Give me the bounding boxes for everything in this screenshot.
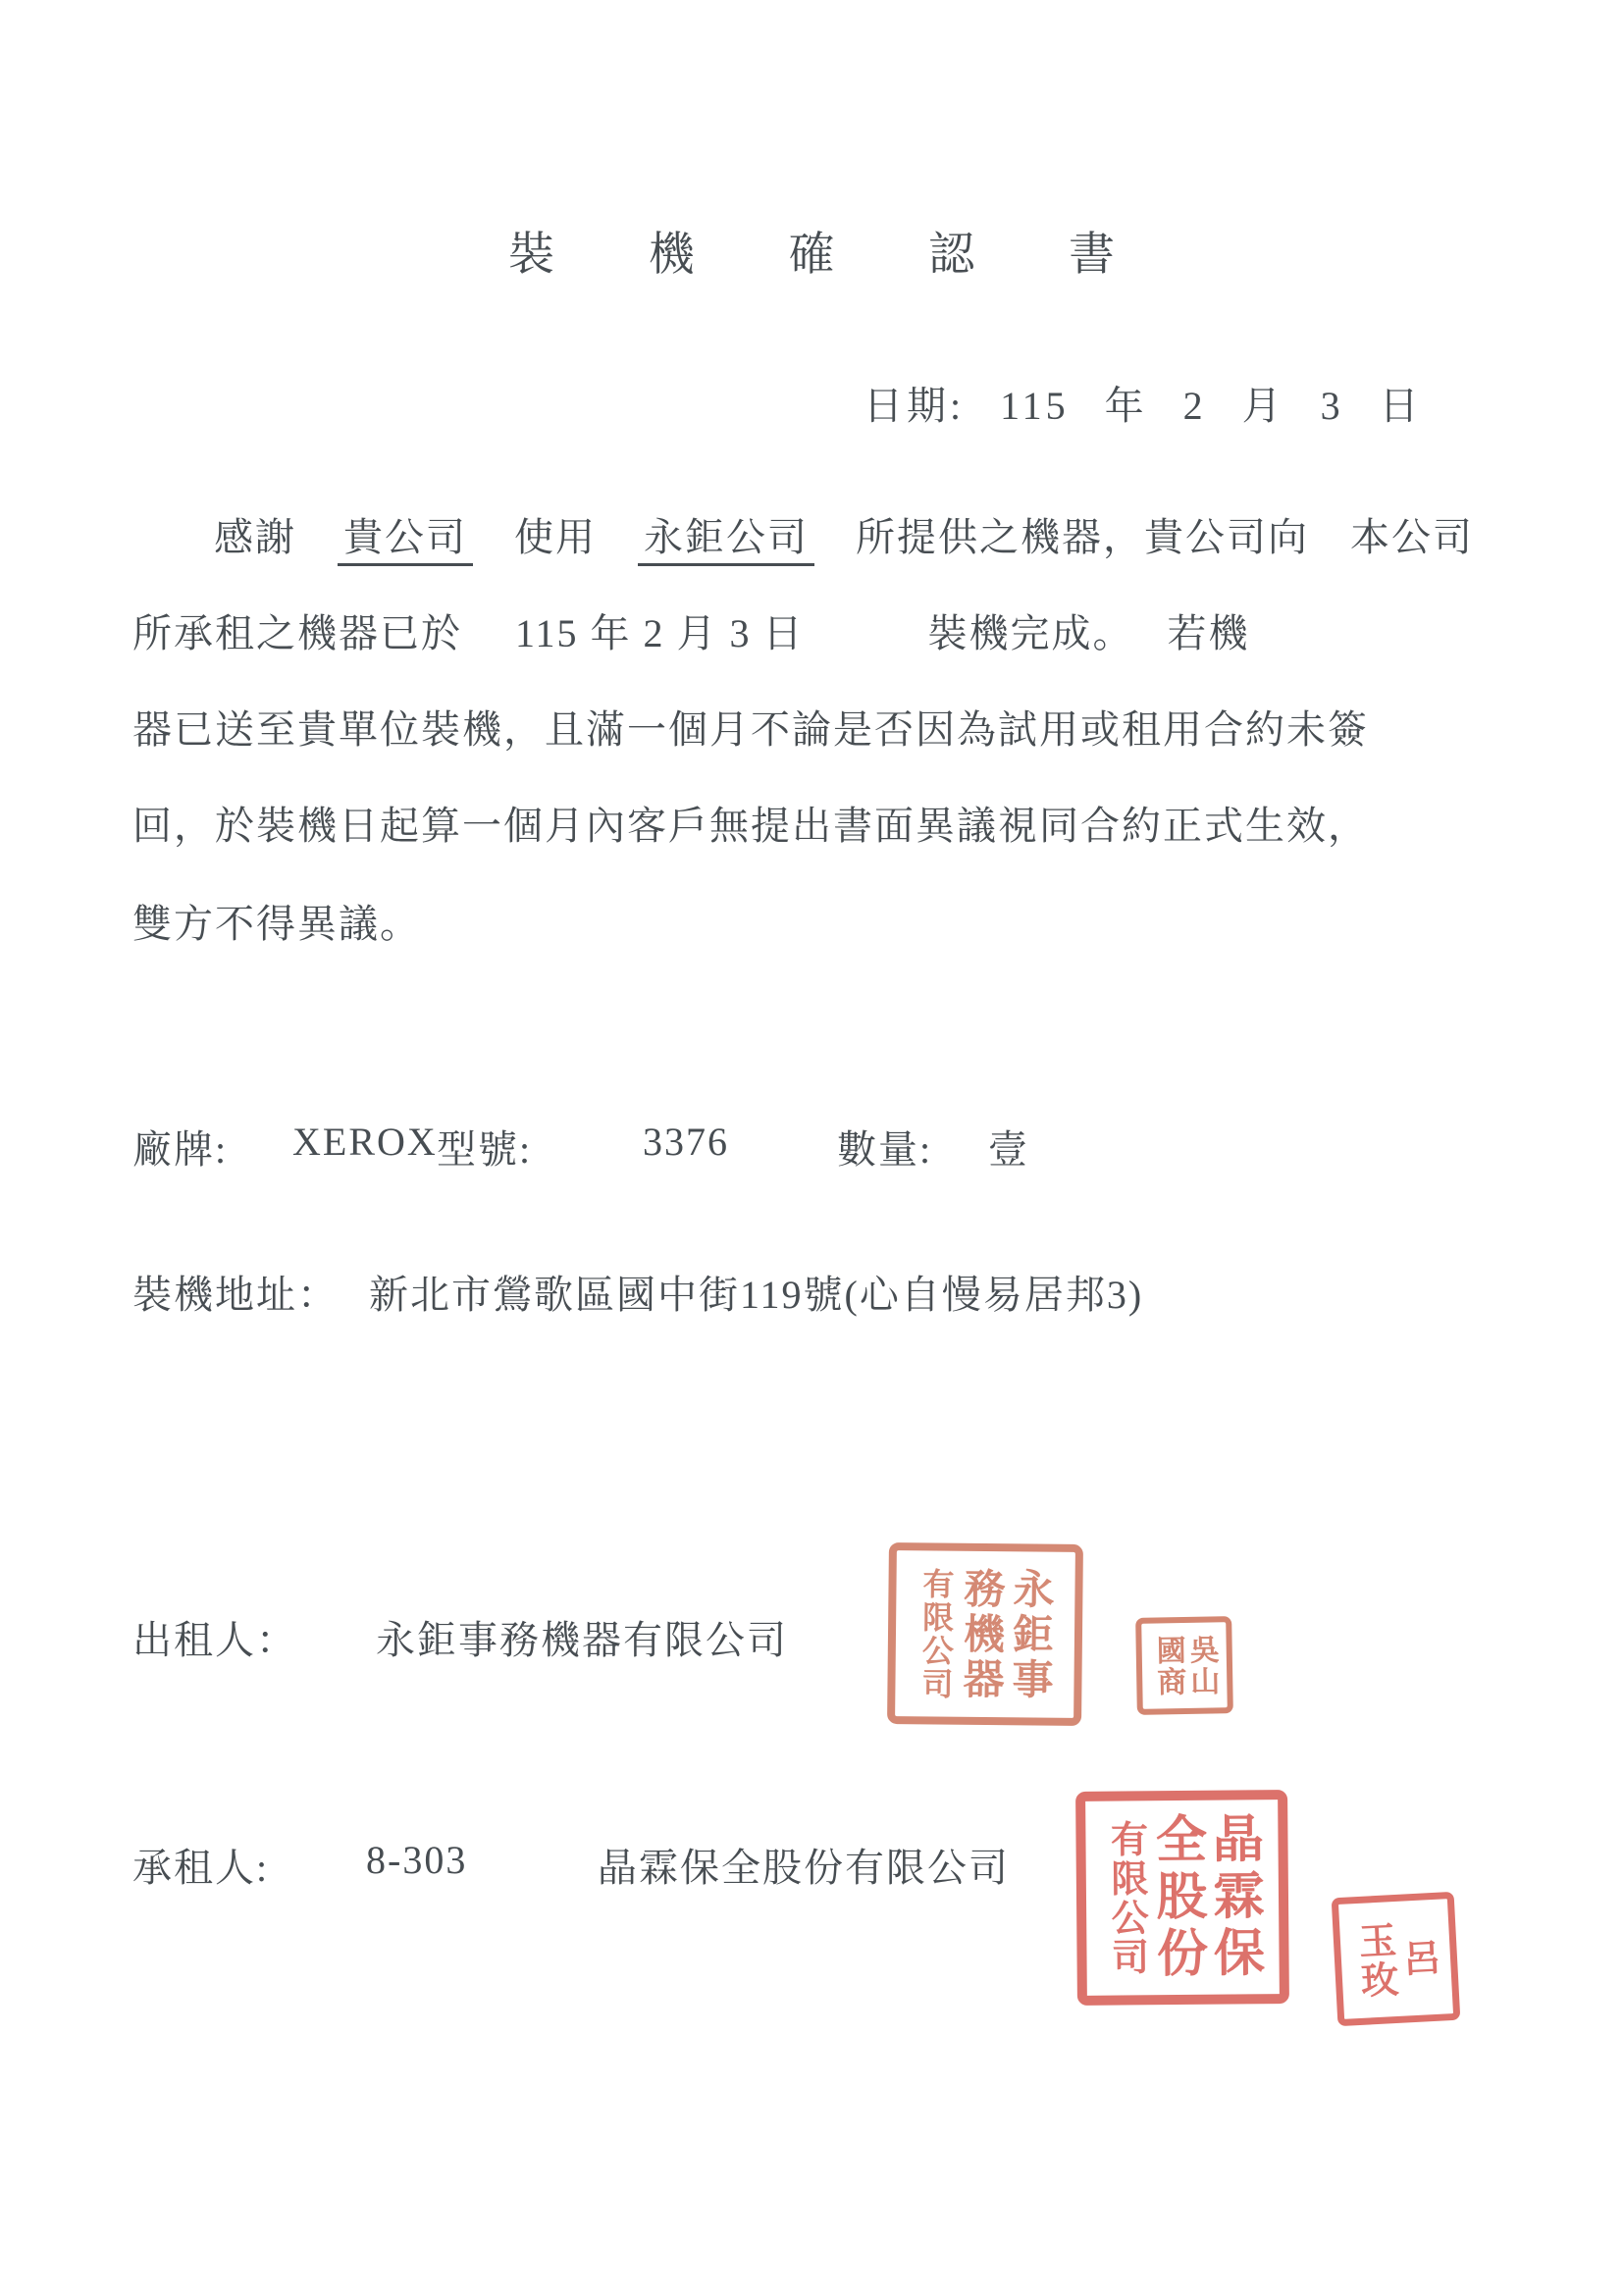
lessor-label: 出租人： [132, 1618, 297, 1662]
lessee-personal-seal-stamp [1332, 1892, 1461, 2026]
seal-column: 務機器 [957, 1566, 1004, 1702]
text-thanks: 感謝 [214, 515, 296, 559]
machine-info-row [132, 1119, 1310, 1177]
seal-column: 吳山 [1184, 1633, 1219, 1697]
model-label: 型號: [437, 1127, 533, 1172]
lessee-label: 承租人: [132, 1846, 270, 1890]
lessor-name: 永鉅事務機器有限公司 [376, 1618, 788, 1662]
paragraph-line-3: 器已送至貴單位裝機，且滿一個月不論是否因為試用或租用合約未簽 [132, 707, 1369, 752]
seal-column: 國商 [1151, 1634, 1185, 1698]
install-address-row [132, 1264, 1408, 1323]
paragraph-line-2: 所承租之機器已於 115 年 2 月 3 日 裝機完成。 若機 [132, 611, 1250, 655]
date-line: 日期: 115 年 2 月 3 日 [864, 384, 1423, 428]
seal-text [1151, 1633, 1219, 1698]
model-value: 3376 [643, 1120, 729, 1164]
seal-text [917, 1566, 1053, 1703]
lessee-company-seal-stamp [1075, 1790, 1289, 2006]
lessor-personal-seal-stamp [1135, 1616, 1233, 1715]
underlined-your-company: 貴公司 [338, 515, 473, 566]
brand-label: 廠牌: [132, 1127, 229, 1172]
brand-value: XEROX [292, 1120, 438, 1164]
seal-column: 晶霖保 [1204, 1811, 1262, 1983]
paragraph-line-4: 回，於裝機日起算一個月內客戶無提出書面異議視同合約正式生效， [132, 804, 1369, 848]
quantity-label: 數量: [837, 1127, 933, 1172]
paragraph-line-5: 雙方不得異議。 [132, 902, 421, 946]
seal-column: 玉玫 [1351, 1919, 1397, 2001]
seal-text [1353, 1917, 1438, 2000]
seal-text [1104, 1811, 1262, 1984]
document-title: 裝 機 確 認 書 [508, 230, 1156, 281]
seal-column: 有限公司 [917, 1566, 955, 1701]
seal-column: 全股份 [1147, 1811, 1205, 1984]
text-use: 使用 [514, 515, 597, 559]
paragraph-line-1 [214, 506, 1474, 562]
lessee-name: 晶霖保全股份有限公司 [598, 1846, 1010, 1890]
lessor-company-seal-stamp [887, 1542, 1083, 1726]
seal-column: 呂 [1395, 1937, 1440, 1979]
text-provided-machine: 所提供之機器，貴公司向 本公司 [856, 515, 1474, 559]
address-value: 新北市鶯歌區國中街119號(心自慢易居邦3) [369, 1273, 1144, 1317]
lessee-number: 8-303 [366, 1838, 468, 1882]
seal-column: 有限公司 [1104, 1819, 1147, 1977]
quantity-value: 壹 [988, 1127, 1029, 1172]
underlined-lessor-company: 永鉅公司 [638, 515, 814, 566]
seal-column: 永鉅事 [1006, 1566, 1053, 1703]
address-label: 裝機地址： [132, 1273, 339, 1317]
